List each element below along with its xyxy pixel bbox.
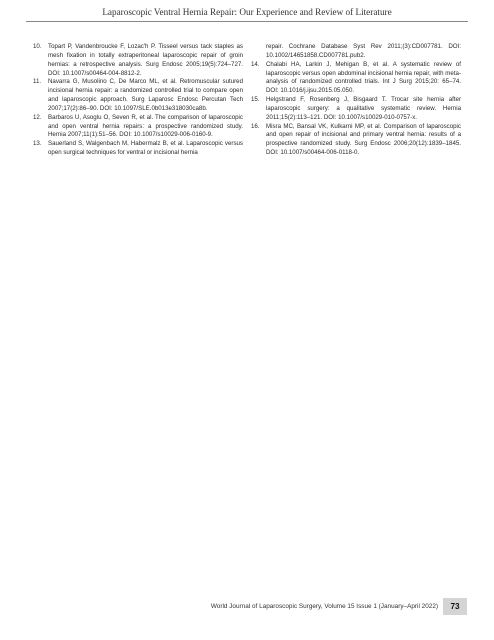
reference-text: Chalabi HA, Larkin J, Mehigan B, et al. A systematic review of laparoscopic versus open abdominal incisional hernia repair, with meta-analysis of randomized controlled trials. Int J Surg 2015;20: 65–74. DOI: 10.1016/j.ijsu.2015.05.050.: [266, 60, 461, 95]
reference-text: Barbaros U, Asoglu O, Seven R, et al. The comparison of laparoscopic and open ventral hernia repairs: a prospective randomized study. Hernia 2007;11(1):51–56. DOI: 10.1007/s10029-006-0160-9.: [48, 113, 243, 139]
reference-number: 15.: [251, 96, 260, 104]
reference-item: [251, 96, 461, 123]
running-title: Laparoscopic Ventral Hernia Repair: Our Experience and Review of Literature: [102, 7, 392, 17]
reference-number: 16.: [251, 122, 260, 130]
reference-number: 14.: [251, 60, 260, 68]
reference-item: [33, 78, 243, 113]
reference-item: [33, 114, 243, 141]
reference-number: 11.: [33, 78, 42, 86]
reference-number: 12.: [33, 113, 42, 121]
page-number: 73: [443, 598, 467, 615]
journal-footer: World Journal of Laparoscopic Surgery, Volume 15 Issue 1 (January–April 2022): [210, 603, 438, 610]
reference-item: [251, 61, 461, 96]
reference-text: Topart P, Vandenbroucke F, Lozac'h P. Tisseel versus tack staples as mesh fixation in totally extraperitoneal laparoscopic repair of groin hernias: a retrospective analysis. Surg Endosc 2005;19(5):724–727. DOI: 10.1007/s00464-004-8812-2.: [48, 43, 243, 77]
reference-item: [33, 43, 243, 78]
reference-text: Sauerland S, Walgenbach M, Habermalz B, et al. Laparoscopic versus open surgical techniques for ventral or incisional hernia: [48, 140, 243, 157]
reference-continuation: repair. Cochrane Database Syst Rev 2011;(3):CD007781. DOI: 10.1002/14651858.CD007781.pub2.: [266, 43, 461, 59]
header-divider: [26, 21, 468, 22]
reference-text: Helgstrand F, Rosenberg J, Bisgaard T. Trocar site hernia after laparoscopic surgery: a qualitative systematic review. Hernia 2011;15(2):113–121. DOI: 10.1007/s10029-010-0757-x.: [266, 96, 461, 121]
reference-number: 10.: [33, 43, 42, 50]
reference-number: 13.: [33, 140, 42, 148]
references-left-column: [33, 43, 243, 158]
reference-text: Misra MC, Bansal VK, Kulkarni MP, et al. Comparison of laparoscopic and open repair of incisional and primary ventral hernia: results of a prospective randomized study. Surg Endosc 2006;20(12):1839–1845. DOI: 10.1007/s00464-006-0118-0.: [266, 122, 461, 157]
reference-text: Navarra G, Musolino C, De Marco ML, et al. Retromuscular sutured incisional hernia repair: a randomized controlled trial to compare open and laparoscopic approach. Surg Laparosc Endosc Percutan Tech 2007;17(2):86–90. DOI: 10.1097/SLE.0b013e318030ca8b.: [48, 78, 243, 112]
reference-item: [251, 123, 461, 158]
reference-item: [33, 140, 243, 158]
references-right-column: [251, 43, 461, 158]
